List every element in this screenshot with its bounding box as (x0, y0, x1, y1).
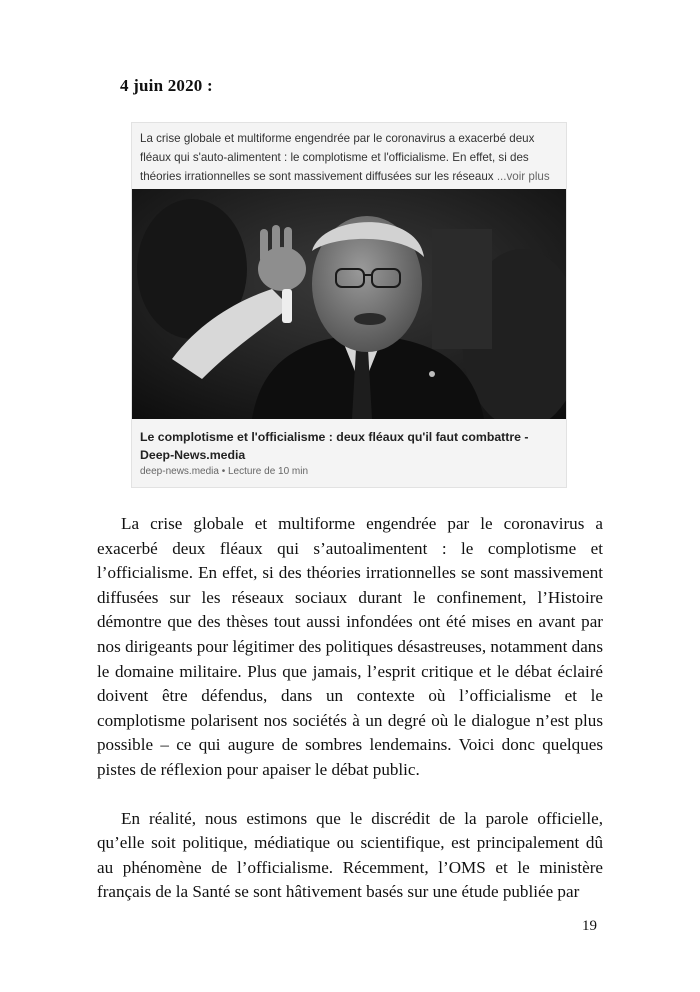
date-heading: 4 juin 2020 : (120, 76, 213, 95)
embed-photo[interactable] (132, 189, 566, 419)
embed-meta: deep-news.media • Lecture de 10 min (140, 466, 309, 477)
link-preview-card[interactable] (131, 122, 567, 488)
embed-excerpt-text: La crise globale et multiforme engendrée par le coronavirus a exacerbé deux fléaux qui s'auto-alimentent : le complotisme et l'officialisme. En effet, si des théories irrationnelles se sont massivement diffusées sur les réseaux (140, 132, 535, 183)
embed-title[interactable]: Le complotisme et l'officialisme : deux fléaux qu'il faut combattre - Deep-News.media (140, 430, 529, 462)
body-text (97, 512, 603, 905)
see-more-link[interactable]: ...voir plus (496, 170, 550, 183)
embed-excerpt (140, 129, 562, 186)
paragraph: La crise globale et multiforme engendrée par le coronavirus a exacerbé deux fléaux qui s’autoalimentent : le complotisme et l’officialisme. En effet, si des théories irrationnelles se sont massivement diffusées sur les réseaux sociaux durant le confinement, l’Histoire démontre que des thèses tout aussi infondées ont été mises en avant par nos dirigeants pour légitimer des politiques désastreuses, notamment dans le domaine militaire. Plus que jamais, l’esprit critique et le débat éclairé doivent être défendus, dans un contexte où l’officialisme et le complotisme polarisent nos sociétés à un degré où le dialogue n’est plus possible – ce qui augure de sombres lendemains. Voici donc quelques pistes de réflexion pour apaiser le débat public. (97, 514, 603, 779)
paragraph: En réalité, nous estimons que le discrédit de la parole officielle, qu’elle soit politique, médiatique ou scientifique, est principalement dû au phénomène de l’officialisme. Récemment, l’OMS et le ministère français de la Santé se sont hâtivement basés sur une étude publiée par (97, 808, 603, 902)
speaker-photo (132, 189, 566, 419)
page-number: 19 (582, 918, 597, 934)
